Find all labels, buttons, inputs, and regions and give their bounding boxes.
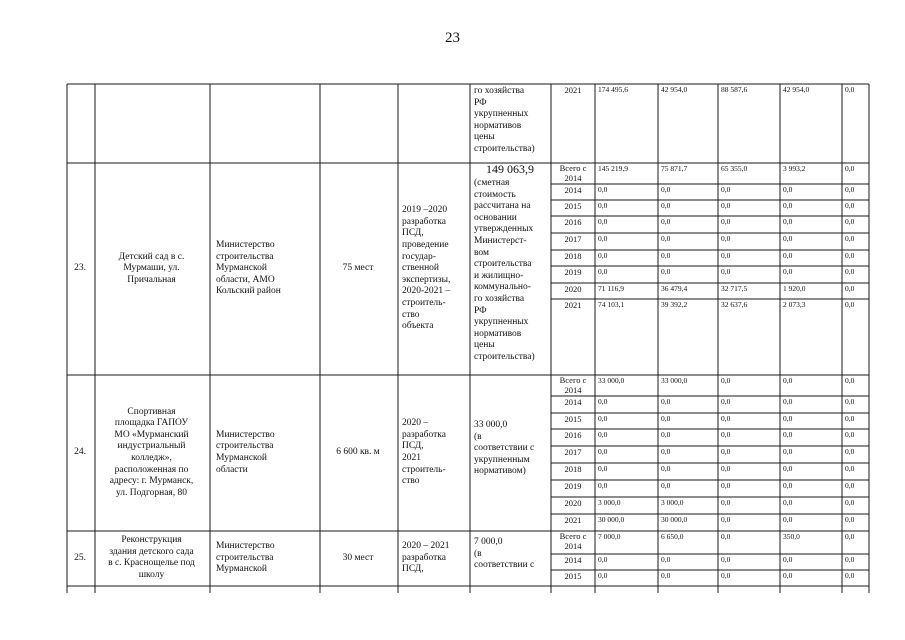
cell-value: 0,0 xyxy=(598,481,608,490)
cell-value: 0,0 xyxy=(721,376,731,385)
cell-value: 0,0 xyxy=(661,481,671,490)
cell-value: 0,0 xyxy=(721,397,731,406)
cell-value: 0,0 xyxy=(845,185,855,194)
cell-value: 3 993,2 xyxy=(783,164,806,173)
cell-value: 0,0 xyxy=(721,185,731,194)
cell-value: 0,0 xyxy=(845,201,855,210)
cell-value: 0,0 xyxy=(845,284,855,293)
cell-value: 0,0 xyxy=(661,267,671,276)
cell-value: 0,0 xyxy=(721,498,731,507)
cell-value: 0,0 xyxy=(721,217,731,226)
cell-year: 2021 xyxy=(564,85,582,95)
cell-value: 3 000,0 xyxy=(661,498,684,507)
cell-value: 0,0 xyxy=(783,267,793,276)
cell-year: 2014 xyxy=(564,185,582,195)
cell-value: 32 637,6 xyxy=(721,300,748,309)
cell-value: 30 000,0 xyxy=(661,515,688,524)
cell-year: 2018 xyxy=(564,464,582,474)
cell-value: 36 479,4 xyxy=(661,284,688,293)
cell-year: 2020 xyxy=(564,284,582,294)
cell-value: 0,0 xyxy=(783,185,793,194)
cell-name: Детский сад в с. Мурмаши, ул. Причальная xyxy=(118,251,185,285)
cell-year: 2016 xyxy=(564,217,582,227)
cell-cost: 7 000,0 (в соответствии с xyxy=(474,537,535,571)
cell-year: 2014 xyxy=(564,555,582,565)
cell-term: 2019 –2020 разработка ПСД, проведение государ- ственной экспертизы, 2020-2021 – строитель- ство объекта xyxy=(402,205,451,332)
cell-value: 0,0 xyxy=(783,464,793,473)
cell-year: 2021 xyxy=(564,300,582,310)
cell-value: 0,0 xyxy=(598,217,608,226)
cell-value: 0,0 xyxy=(598,464,608,473)
cell-customer: Министерство строительства Мурманской области, АМО Кольский район xyxy=(216,240,281,297)
cell-value: 0,0 xyxy=(661,430,671,439)
cell-value: 42 954,0 xyxy=(783,85,810,94)
cell-cost: (сметная стоимость рассчитана на основании утвержденных Министерст- вом строительства и жилищно- коммунально- го хозяйства РФ укрупненных нормативов цены строительства) xyxy=(474,178,535,362)
cell-value: 0,0 xyxy=(845,464,855,473)
cell-name: Реконструкция здания детского сада в с. Краснощелье под школу xyxy=(108,535,195,581)
cell-value: 0,0 xyxy=(845,515,855,524)
cell-value: 0,0 xyxy=(845,85,855,94)
cell-value: 33 000,0 xyxy=(661,376,688,385)
cell-year: 2020 xyxy=(564,498,582,508)
cell-value: 0,0 xyxy=(783,430,793,439)
cell-number: 23. xyxy=(74,263,86,274)
cell-value: 0,0 xyxy=(783,498,793,507)
cell-number: 25. xyxy=(74,552,86,563)
cell-value: 0,0 xyxy=(783,515,793,524)
cell-value: 0,0 xyxy=(783,447,793,456)
cell-value: 0,0 xyxy=(598,571,608,580)
cell-value: 0,0 xyxy=(845,217,855,226)
cell-value: 0,0 xyxy=(721,201,731,210)
cell-name: Спортивная площадка ГАПОУ МО «Мурманский индустриальный колледж», расположенная по адресу: г. Мурманск, ул. Подгорная, 80 xyxy=(109,406,194,498)
cell-value: 74 103,1 xyxy=(598,300,625,309)
cell-value: 0,0 xyxy=(721,571,731,580)
cell-value: 0,0 xyxy=(783,481,793,490)
cell-value: 0,0 xyxy=(845,447,855,456)
cell-value: 32 717,5 xyxy=(721,284,748,293)
cell-year: 2019 xyxy=(564,267,582,277)
cell-year: 2016 xyxy=(564,430,582,440)
cell-value: 0,0 xyxy=(721,414,731,423)
page-number: 23 xyxy=(445,30,460,46)
cell-value: 0,0 xyxy=(845,532,855,541)
cell-value: 0,0 xyxy=(661,414,671,423)
cell-value: 0,0 xyxy=(845,251,855,260)
cell-value: 0,0 xyxy=(598,555,608,564)
cell-value: 0,0 xyxy=(783,571,793,580)
cell-value: 0,0 xyxy=(721,515,731,524)
cell-value: 0,0 xyxy=(783,397,793,406)
cell-value: 0,0 xyxy=(598,447,608,456)
cell-value: 0,0 xyxy=(598,185,608,194)
cell-capacity: 30 мест xyxy=(342,552,374,563)
cell-year: 2017 xyxy=(564,234,582,244)
cell-value: 145 219,9 xyxy=(598,164,628,173)
cell-value: 0,0 xyxy=(783,414,793,423)
cell-value: 0,0 xyxy=(598,397,608,406)
cell-value: 0,0 xyxy=(845,571,855,580)
cell-value: 0,0 xyxy=(721,464,731,473)
cell-year: 2014 xyxy=(564,397,582,407)
cell-value: 0,0 xyxy=(661,571,671,580)
cell-value: 3 000,0 xyxy=(598,498,621,507)
cell-capacity: 6 600 кв. м xyxy=(336,447,380,458)
cell-year: Всего с 2014 xyxy=(559,531,587,551)
cell-value: 2 073,3 xyxy=(783,300,806,309)
cell-value: 42 954,0 xyxy=(661,85,688,94)
cell-value: 7 000,0 xyxy=(598,532,621,541)
cell-value: 0,0 xyxy=(661,234,671,243)
cell-year: Всего с 2014 xyxy=(559,163,587,183)
cell-value: 0,0 xyxy=(661,217,671,226)
cell-value: 0,0 xyxy=(845,397,855,406)
cell-value: 0,0 xyxy=(845,498,855,507)
cell-term: 2020 – разработка ПСД, 2021 строитель- ство xyxy=(402,418,446,487)
cell-value: 0,0 xyxy=(721,447,731,456)
cell-value: 65 355,0 xyxy=(721,164,748,173)
cell-value: 0,0 xyxy=(721,481,731,490)
cell-value: 0,0 xyxy=(845,300,855,309)
cell-value: 0,0 xyxy=(661,555,671,564)
cell-year: 2015 xyxy=(564,571,582,581)
cell-value: 0,0 xyxy=(721,555,731,564)
cell-value: 0,0 xyxy=(598,414,608,423)
cell-value: 0,0 xyxy=(845,430,855,439)
cell-term: 2020 – 2021 разработка ПСД, xyxy=(402,541,450,575)
cell-year: 2017 xyxy=(564,447,582,457)
cell-value: 0,0 xyxy=(721,430,731,439)
cell-value: 0,0 xyxy=(721,267,731,276)
cell-value: 350,0 xyxy=(783,532,800,541)
cell-value: 0,0 xyxy=(845,481,855,490)
cell-year: 2019 xyxy=(564,481,582,491)
cell-value: 0,0 xyxy=(845,414,855,423)
cell-cost: го хозяйства РФ укрупненных нормативов цены строительства) xyxy=(474,86,535,154)
cell-year: 2015 xyxy=(564,201,582,211)
cell-value: 0,0 xyxy=(661,201,671,210)
cell-value: 0,0 xyxy=(661,464,671,473)
cell-capacity: 75 мест xyxy=(342,263,374,274)
cell-value: 39 392,2 xyxy=(661,300,688,309)
cell-value: 0,0 xyxy=(598,251,608,260)
cell-year: 2015 xyxy=(564,414,582,424)
cell-value: 71 116,9 xyxy=(598,284,624,293)
cell-value: 0,0 xyxy=(845,234,855,243)
cell-value: 0,0 xyxy=(661,185,671,194)
cell-value: 0,0 xyxy=(783,376,793,385)
cell-value: 0,0 xyxy=(783,217,793,226)
cell-value: 0,0 xyxy=(598,201,608,210)
cell-value: 0,0 xyxy=(721,234,731,243)
cell-value: 0,0 xyxy=(598,430,608,439)
cell-value: 0,0 xyxy=(845,376,855,385)
cell-value: 75 871,7 xyxy=(661,164,688,173)
cell-value: 0,0 xyxy=(721,532,731,541)
cell-value: 0,0 xyxy=(598,234,608,243)
cell-value: 0,0 xyxy=(598,267,608,276)
cell-number: 24. xyxy=(74,447,86,458)
cell-value: 0,0 xyxy=(721,251,731,260)
cell-value: 0,0 xyxy=(845,267,855,276)
cell-value: 174 495,6 xyxy=(598,85,628,94)
cell-value: 0,0 xyxy=(845,555,855,564)
cell-value: 0,0 xyxy=(783,234,793,243)
cell-value: 6 650,0 xyxy=(661,532,684,541)
cell-year: 2021 xyxy=(564,515,582,525)
cell-value: 0,0 xyxy=(783,201,793,210)
cell-cost-total: 149 063,9 xyxy=(486,162,534,176)
cell-value: 30 000,0 xyxy=(598,515,625,524)
cell-value: 0,0 xyxy=(661,397,671,406)
cell-value: 0,0 xyxy=(845,164,855,173)
cell-value: 88 587,6 xyxy=(721,85,748,94)
cell-value: 1 920,0 xyxy=(783,284,806,293)
cell-customer: Министерство строительства Мурманской xyxy=(216,541,275,575)
cell-value: 33 000,0 xyxy=(598,376,625,385)
cell-year: 2018 xyxy=(564,251,582,261)
cell-value: 0,0 xyxy=(661,447,671,456)
cell-value: 0,0 xyxy=(783,555,793,564)
cell-value: 0,0 xyxy=(661,251,671,260)
cell-cost: 33 000,0 (в соответствии с укрупненным нормативом) xyxy=(474,420,535,477)
cell-customer: Министерство строительства Мурманской области xyxy=(216,429,275,475)
cell-year: Всего с 2014 xyxy=(559,375,587,395)
cell-value: 0,0 xyxy=(783,251,793,260)
